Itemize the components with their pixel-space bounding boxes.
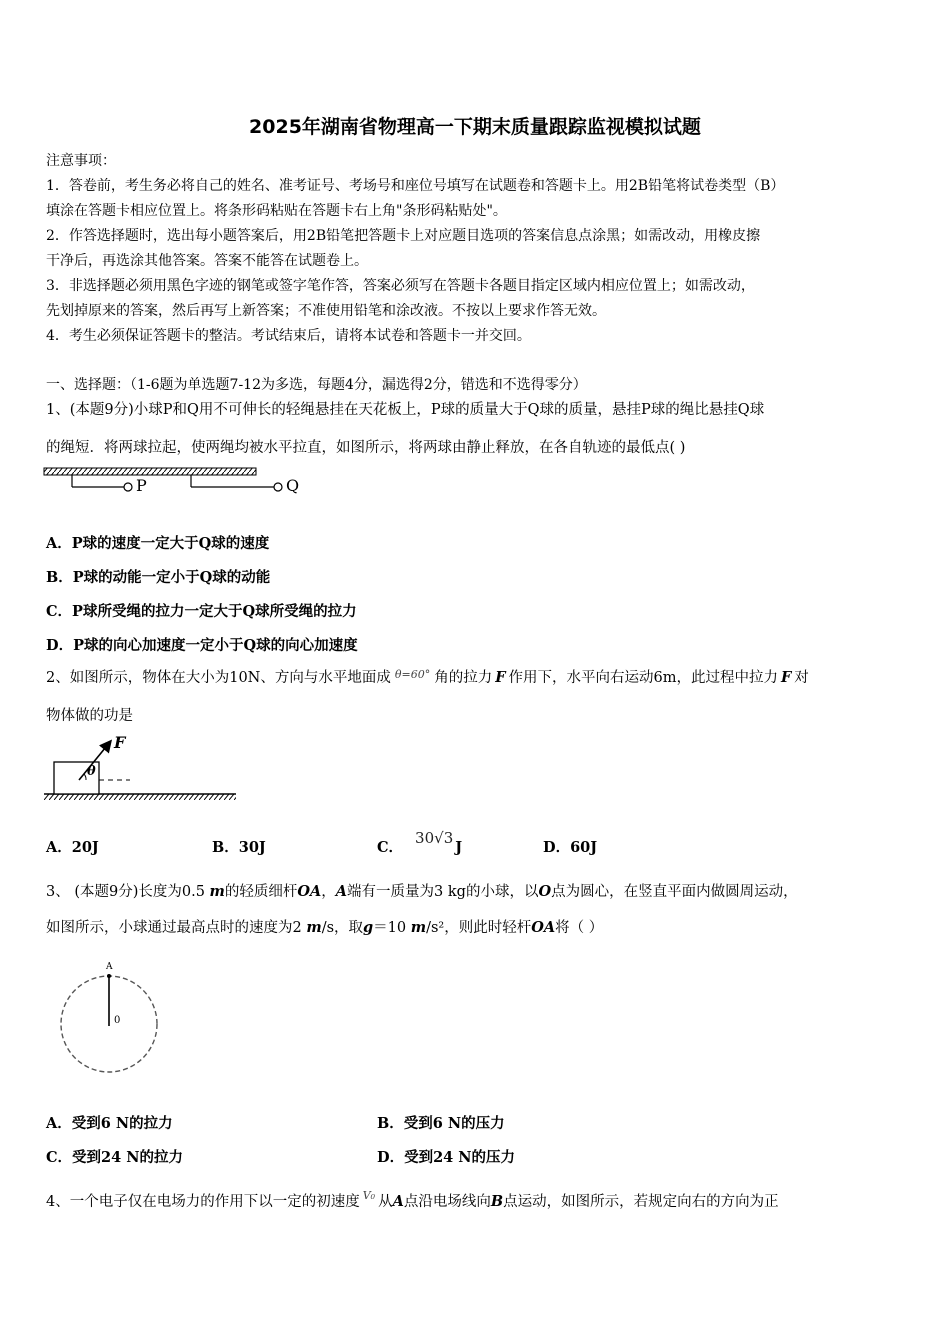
point-a-symbol: A — [335, 883, 348, 900]
ceiling — [44, 468, 256, 475]
q3-text-a: 3、 (本题9分)长度为0.5 — [46, 884, 210, 900]
q1-option-c[interactable]: C．P球所受绳的拉力一定大于Q球所受绳的拉力 — [46, 603, 357, 620]
force-symbol: F — [781, 669, 792, 686]
q3-option-a[interactable]: A．受到6 N的拉力 — [46, 1115, 173, 1132]
notice-line: 先划掉原来的答案，然后再写上新答案；不准使用铅笔和涂改液。不按以上要求作答无效。 — [46, 303, 606, 319]
q2-text-c: 作用下，水平向右运动6m，此过程中拉力 — [508, 670, 778, 686]
figure-f-label: F — [114, 733, 126, 752]
q3-text-line2 — [46, 918, 603, 938]
q2-option-d[interactable]: D．60J — [543, 839, 598, 856]
q3-text-c: ， — [321, 884, 336, 900]
rod-oa-symbol: OA — [297, 883, 322, 900]
q3-circle-figure — [56, 960, 166, 1078]
point-o-symbol: O — [538, 883, 552, 900]
q1-text-line1: 1、(本题9分)小球P和Q用不可伸长的轻绳悬挂在天花板上，P球的质量大于Q球的质量，悬挂P球的绳比悬挂Q球 — [46, 402, 765, 418]
q4-text-line1 — [46, 1189, 779, 1213]
label-q: Q — [286, 476, 300, 495]
notice-heading: 注意事项： — [46, 153, 116, 169]
notice-line: 填涂在答题卡相应位置上。将条形码粘贴在答题卡右上角"条形码粘贴处"。 — [46, 203, 507, 219]
notice-line: 1．答卷前，考生务必将自己的姓名、准考证号、考场号和座位号填写在试题卷和答题卡上。用2B铅笔将试卷类型（B） — [46, 178, 785, 194]
q4-text-a: 4、一个电子仅在电场力的作用下以一定的初速度 — [46, 1194, 360, 1210]
figure-theta-label: θ — [87, 764, 96, 779]
q2-text-line1 — [46, 668, 809, 689]
ball — [107, 974, 111, 978]
q2-option-c-math: 30√3 — [415, 829, 454, 847]
notice-line: 4．考生必须保证答题卡的整洁。考试结束后，请将本试卷和答题卡一并交回。 — [46, 328, 531, 344]
q2-text-d: 对 — [794, 670, 809, 686]
q3-text-g: /s，取 — [321, 920, 364, 936]
q2-text-b: 角的拉力 — [434, 670, 493, 686]
figure-o-label: 0 — [114, 1015, 121, 1026]
q2-option-c-label: C． — [377, 839, 404, 856]
q4-text-b: 从 — [378, 1194, 393, 1210]
force-symbol: F — [495, 669, 506, 686]
rod-oa-symbol: OA — [531, 919, 556, 936]
q2-force-figure — [44, 734, 244, 804]
q3-text-i: /s²，则此时轻杆 — [426, 920, 532, 936]
point-b-symbol: B — [490, 1193, 504, 1210]
section-heading: 一、选择题：（1-6题为单选题7-12为多选，每题4分，漏选得2分，错选和不选得零分） — [46, 377, 587, 393]
ground — [44, 794, 236, 800]
q3-text-d: 端有一质量为3 kg的小球，以 — [347, 884, 539, 900]
figure-a-label: A — [106, 962, 113, 972]
unit-m: m — [209, 883, 225, 900]
q3-text-j: 将（ ） — [555, 920, 604, 936]
ball-p — [124, 483, 132, 491]
label-p: P — [136, 476, 147, 495]
gravity-symbol: g — [363, 919, 374, 936]
q2-option-b[interactable]: B．30J — [212, 839, 266, 856]
q2-text-a: 2、如图所示，物体在大小为10N、方向与水平地面成 — [46, 670, 391, 686]
unit-m: m — [410, 919, 427, 936]
q1-option-d[interactable]: D．P球的向心加速度一定小于Q球的向心加速度 — [46, 637, 358, 654]
q2-option-a[interactable]: A．20J — [46, 839, 99, 856]
q1-pendulum-figure — [44, 466, 314, 498]
q3-text-b: 的轻质细杆 — [224, 884, 298, 900]
notice-line: 2．作答选择题时，选出每小题答案后，用2B铅笔把答题卡上对应题目选项的答案信息点涂黑；如需改动，用橡皮擦 — [46, 228, 761, 244]
angle-expression: θ=60° — [394, 668, 431, 681]
q3-text-line1 — [46, 882, 798, 902]
q3-text-h: ＝10 — [373, 920, 411, 936]
initial-velocity-symbol: V₀ — [362, 1189, 376, 1202]
notice-line: 3．非选择题必须用黑色字迹的钢笔或签字笔作答，答案必须写在答题卡各题目指定区域内相应位置上；如需改动， — [46, 278, 755, 294]
q1-option-b[interactable]: B．P球的动能一定小于Q球的动能 — [46, 569, 271, 586]
q1-text-line2: 的绳短．将两球拉起，使两绳均被水平拉直，如图所示，将两球由静止释放，在各自轨迹的最低点( ) — [46, 440, 686, 456]
q4-text-d: 点运动，如图所示，若规定向右的方向为正 — [503, 1194, 779, 1210]
q3-option-d[interactable]: D．受到24 N的压力 — [377, 1149, 516, 1166]
q2-option-c-unit: J — [455, 839, 463, 856]
q2-option-c[interactable] — [377, 829, 463, 857]
ball-q — [274, 483, 282, 491]
q2-text-line2: 物体做的功是 — [46, 708, 133, 724]
q3-text-e: 点为圆心，在竖直平面内做圆周运动， — [551, 884, 798, 900]
q3-option-c[interactable]: C．受到24 N的拉力 — [46, 1149, 184, 1166]
q3-text-f: 如图所示，小球通过最高点时的速度为2 — [46, 920, 307, 936]
point-a-symbol: A — [392, 1193, 404, 1210]
q1-option-a[interactable]: A．P球的速度一定大于Q球的速度 — [46, 535, 270, 552]
notice-line: 干净后，再选涂其他答案。答案不能答在试题卷上。 — [46, 253, 368, 269]
page-title: 2025年湖南省物理高一下期末质量跟踪监视模拟试题 — [249, 116, 701, 138]
q3-option-b[interactable]: B．受到6 N的压力 — [377, 1115, 505, 1132]
unit-m: m — [306, 919, 322, 936]
q4-text-c: 点沿电场线向 — [403, 1194, 491, 1210]
